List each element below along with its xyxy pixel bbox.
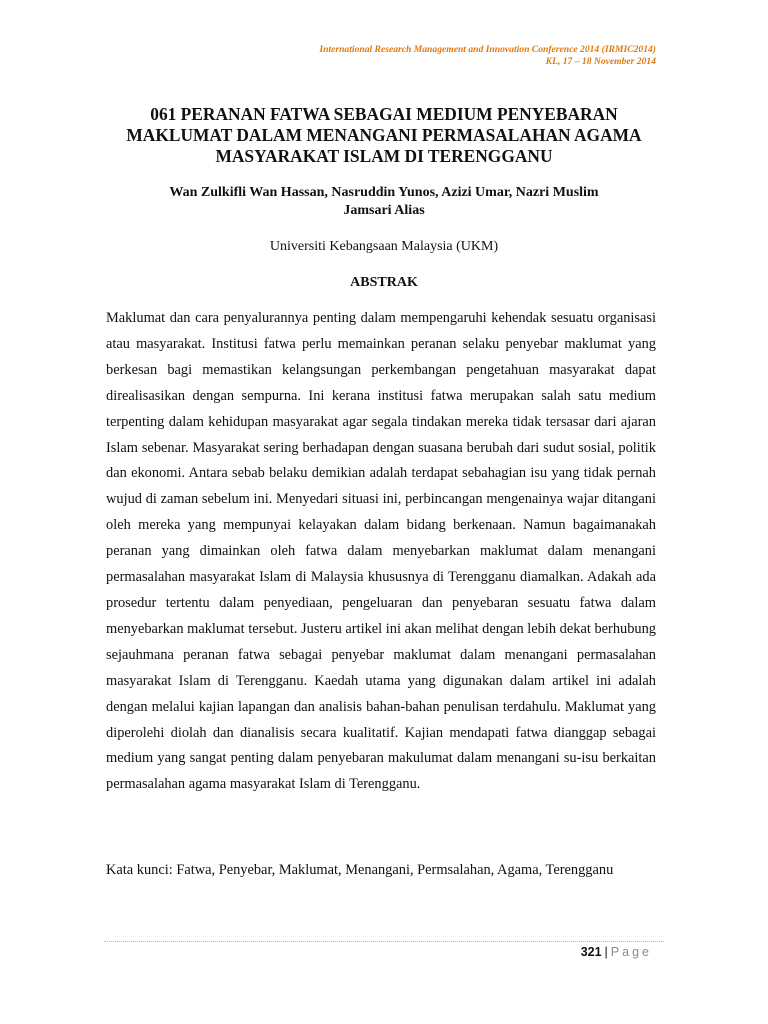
page-footer — [581, 944, 652, 960]
conference-name: International Research Management and Innovation Conference 2014 (IRMIC2014) — [319, 44, 656, 55]
page-separator: | — [604, 945, 608, 959]
authors-line-2: Jamsari Alias — [343, 203, 425, 218]
affiliation: Universiti Kebangsaan Malaysia (UKM) — [269, 239, 499, 254]
page-number: 321 — [580, 945, 602, 959]
abstract-heading: ABSTRAK — [350, 275, 418, 290]
paper-title: 061 PERANAN FATWA SEBAGAI MEDIUM PENYEBARAN MAKLUMAT DALAM MENANGANI PERMASALAHAN AGAMA MASYARAKAT ISLAM DI TERENGGANU — [126, 104, 642, 166]
page-label: Page — [610, 945, 652, 959]
author-list — [100, 184, 668, 220]
running-header — [319, 44, 656, 68]
keywords: Kata kunci: Fatwa, Penyebar, Maklumat, Menangani, Permsalahan, Agama, Terengganu — [106, 862, 614, 878]
authors-line-1: Wan Zulkifli Wan Hassan, Nasruddin Yunos, Azizi Umar, Nazri Muslim — [169, 185, 599, 200]
abstract-body: Maklumat dan cara penyalurannya penting dalam mempengaruhi kehendak sesuatu organisasi atau masyarakat. Institusi fatwa perlu memainkan peranan selaku penyebar maklumat yang berkesan bagi memastikan kelangsungan perkembangan pengetahuan masyarakat dapat direalisasikan dengan sempurna. Ini kerana institusi fatwa merupakan salah satu medium terpenting dalam kehidupan masyarakat agar segala tindakan mereka tidak tersasar dari ajaran Islam sebenar. Masyarakat sering berhadapan dengan suasana berubah dari sudut sosial, politik dan ekonomi. Antara sebab belaku demikian adalah terdapat sebahagian isu yang tidak pernah wujud di zaman sebelum ini. Menyedari situasi ini, perbincangan mengenainya wajar ditangani oleh mereka yang mempunyai kelayakan dalam bidang berkenaan. Namun bagaimanakah peranan yang dimainkan oleh fatwa dalam menyebarkan maklumat dalam menangani permasalahan masyarakat Islam di Malaysia khususnya di Terengganu diamalkan. Adakah ada prosedur tertentu dalam penyediaan, pengeluaran dan penyebaran sesuatu fatwa dalam menyebarkan maklumat tersebut. Justeru artikel ini akan melihat dengan lebih dekat berhubung sejauhmana peranan fatwa sebagai penyebar maklumat dalam menangani permasalahan masyarakat Islam di Terengganu. Kaedah utama yang digunakan dalam artikel ini adalah dengan melalui kajian lapangan dan analisis bahan-bahan penulisan terdahulu. Maklumat yang diperolehi diolah dan dianalisis secara kualitatif. Kajian mendapati fatwa dianggap sebagai medium yang sangat penting dalam penyebaran makulumat dalam menangani su-isu berkaitan permasalahan agama masyarakat Islam di Terengganu. — [106, 310, 656, 793]
footer-divider — [104, 941, 664, 942]
conference-location-date: KL, 17 – 18 November 2014 — [545, 56, 656, 67]
